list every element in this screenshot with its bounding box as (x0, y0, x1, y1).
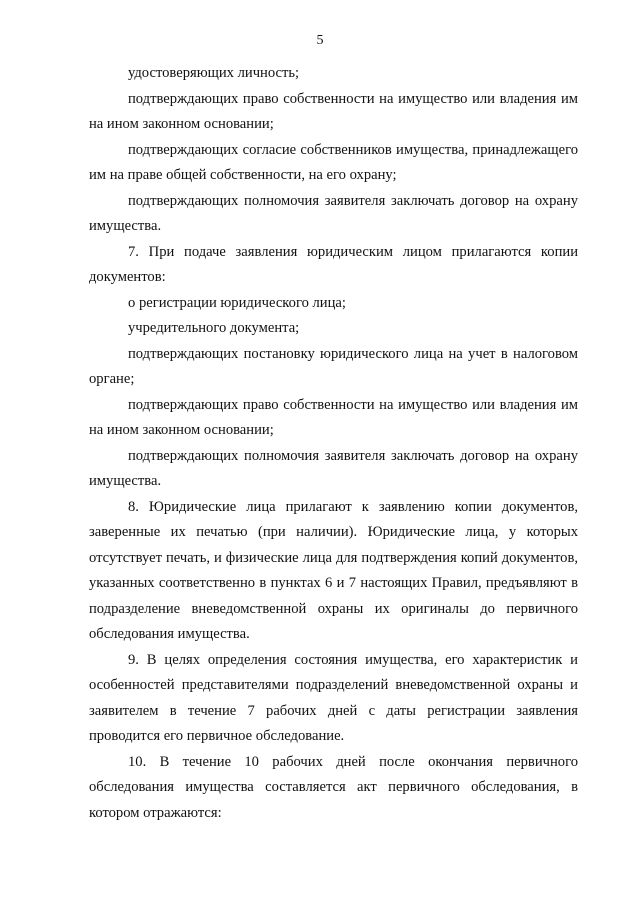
paragraph-owners-consent: подтверждающих согласие собственников имущества, принадлежащего им на праве общей собственности, на его охрану; (89, 141, 578, 183)
paragraph-item-7: 7. При подаче заявления юридическим лицом прилагаются копии документов: (89, 243, 578, 285)
paragraph-tax-registration: подтверждающих постановку юридического лица на учет в налоговом органе; (89, 345, 578, 387)
document-body (89, 61, 578, 826)
paragraph-ownership-rights-2: подтверждающих право собственности на имущество или владения им на ином законном основании; (89, 396, 578, 438)
paragraph-applicant-authority-2: подтверждающих полномочия заявителя заключать договор на охрану имущества. (89, 447, 578, 489)
paragraph-item-10: 10. В течение 10 рабочих дней после окончания первичного обследования имущества составляется акт первичного обследования, в котором отражаются: (89, 753, 578, 821)
paragraph-applicant-authority: подтверждающих полномочия заявителя заключать договор на охрану имущества. (89, 192, 578, 234)
paragraph-item-9: 9. В целях определения состояния имущества, его характеристик и особенностей представителями подразделений вневедомственной охраны и заявителем в течение 7 рабочих дней с даты регистрации заявления проводится его первичное обследование. (89, 651, 578, 744)
paragraph-ownership-rights: подтверждающих право собственности на имущество или владения им на ином законном основании; (89, 90, 578, 132)
paragraph-identity-docs: удостоверяющих личность; (128, 65, 300, 81)
paragraph-item-8: 8. Юридические лица прилагают к заявлению копии документов, заверенные их печатью (при наличии). Юридические лица, у которых отсутствует печать, и физические лица для подтверждения копий документов, указанных соответственно в пунктах 6 и 7 настоящих Правил, предъявляют в подразделение вневедомственной охраны их оригиналы до первичного обследования имущества. (89, 498, 578, 642)
paragraph-legal-entity-registration: о регистрации юридического лица; (128, 294, 346, 311)
page-number: 5 (316, 33, 324, 48)
paragraph-founding-document: учредительного документа; (128, 320, 300, 336)
